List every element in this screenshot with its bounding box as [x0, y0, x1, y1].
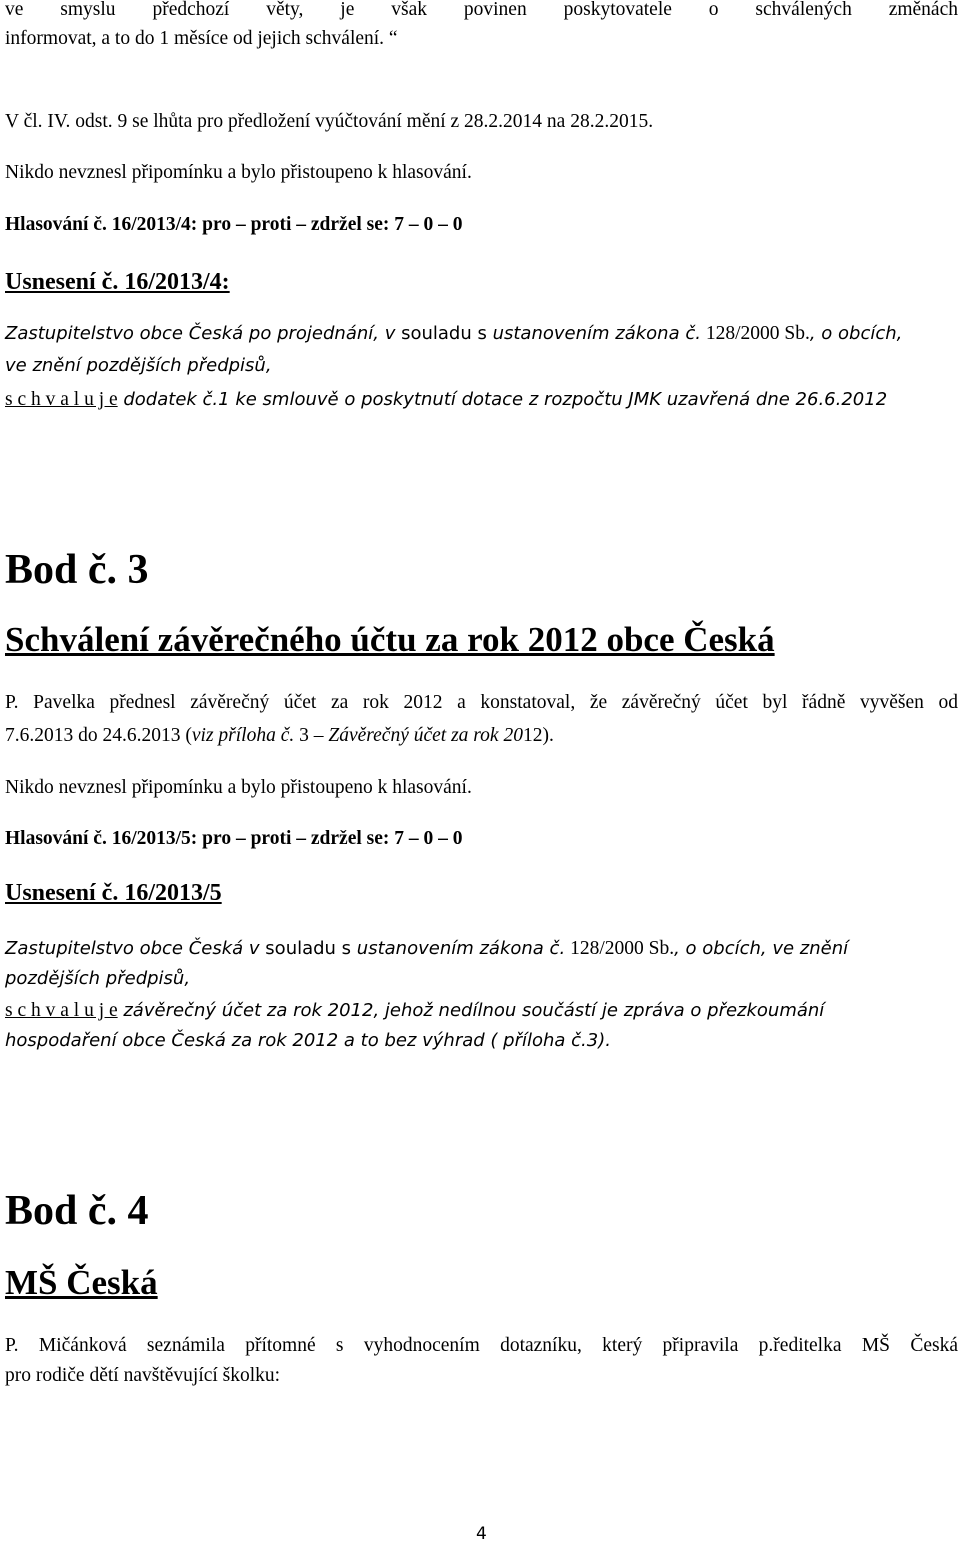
resolution-title: Usnesení č. 16/2013/5 [5, 880, 222, 906]
resolution-text: 128/2000 Sb. [700, 323, 810, 344]
resolution-text: Zastupitelstvo obce Česká po projednání, v [5, 323, 396, 344]
resolution-text: závěrečný účet za rok 2012, jehož nedílnou součástí je zpráva o přezkoumání [117, 1000, 825, 1021]
resolution-text: Zastupitelstvo obce Česká v [5, 938, 260, 959]
paragraph-line: V čl. IV. odst. 9 se lhůta pro předložení vyúčtování mění z 28.2.2014 na 28.2.2015. [5, 111, 654, 132]
paragraph-line: ve smyslu předchozí věty, je však povinen poskytovatele o schválených změnách [5, 0, 958, 20]
paragraph-text: Závěrečný účet za rok 20 [328, 725, 523, 746]
resolution-line: hospodaření obce Česká za rok 2012 a to bez výhrad ( příloha č.3). [5, 1030, 611, 1051]
resolution-text: ustanovením zákona č. [492, 323, 701, 344]
resolution-text: 128/2000 Sb. [565, 938, 675, 959]
approve-word: s c h v a l u j e [5, 1000, 118, 1021]
paragraph-text: 3 – [294, 725, 329, 746]
section-title: Schválení závěrečného účtu za rok 2012 obce Česká [5, 620, 775, 659]
section-heading: Bod č. 3 [5, 547, 149, 593]
resolution-text: souladu s [259, 938, 357, 959]
section-heading: Bod č. 4 [5, 1188, 149, 1234]
resolution-text: dodatek č.1 ke smlouvě o poskytnutí dotace z rozpočtu JMK uzavřená dne 26.6.2012 [117, 389, 888, 410]
resolution-title: Usnesení č. 16/2013/4: [5, 269, 230, 295]
resolution-line [5, 322, 960, 345]
paragraph-text: 7.6.2013 do 24.6.2013 ( [5, 725, 192, 746]
resolution-text: ustanovením zákona č. [356, 938, 566, 959]
paragraph-line [5, 724, 960, 747]
vote-line: Hlasování č. 16/2013/4: pro – proti – zdržel se: 7 – 0 – 0 [5, 214, 463, 235]
page-number-text: 4 [476, 1524, 487, 1544]
paragraph-line: P. Pavelka přednesl závěrečný účet za rok 2012 a konstatoval, že závěrečný účet byl řádně vyvěšen od [5, 692, 958, 713]
paragraph-line: P. Mičánková seznámila přítomné s vyhodnocením dotazníku, který připravila p.ředitelka MŠ Česká [5, 1335, 958, 1356]
paragraph-text: 12). [522, 725, 554, 746]
resolution-line: ve znění pozdějších předpisů, [5, 355, 272, 376]
no-comment-line: Nikdo nevznesl připomínku a bylo přistoupeno k hlasování. [5, 777, 472, 798]
resolution-text: , o obcích, ve znění [674, 938, 849, 959]
paragraph-text: viz příloha č. [191, 725, 295, 746]
resolution-line [5, 999, 960, 1022]
vote-line: Hlasování č. 16/2013/5: pro – proti – zdržel se: 7 – 0 – 0 [5, 828, 463, 849]
section-title: MŠ Česká [5, 1263, 158, 1302]
resolution-text: souladu s [395, 323, 493, 344]
resolution-line: pozdějších předpisů, [5, 968, 191, 989]
paragraph-line: pro rodiče dětí navštěvující školku: [5, 1365, 281, 1386]
no-comment-line: Nikdo nevznesl připomínku a bylo přistoupeno k hlasování. [5, 162, 472, 183]
paragraph-line: informovat, a to do 1 měsíce od jejich schválení. “ [5, 28, 398, 49]
resolution-text: , o obcích, [809, 323, 903, 344]
resolution-line [5, 388, 960, 411]
approve-word: s c h v a l u j e [5, 389, 118, 410]
resolution-line [5, 937, 960, 960]
